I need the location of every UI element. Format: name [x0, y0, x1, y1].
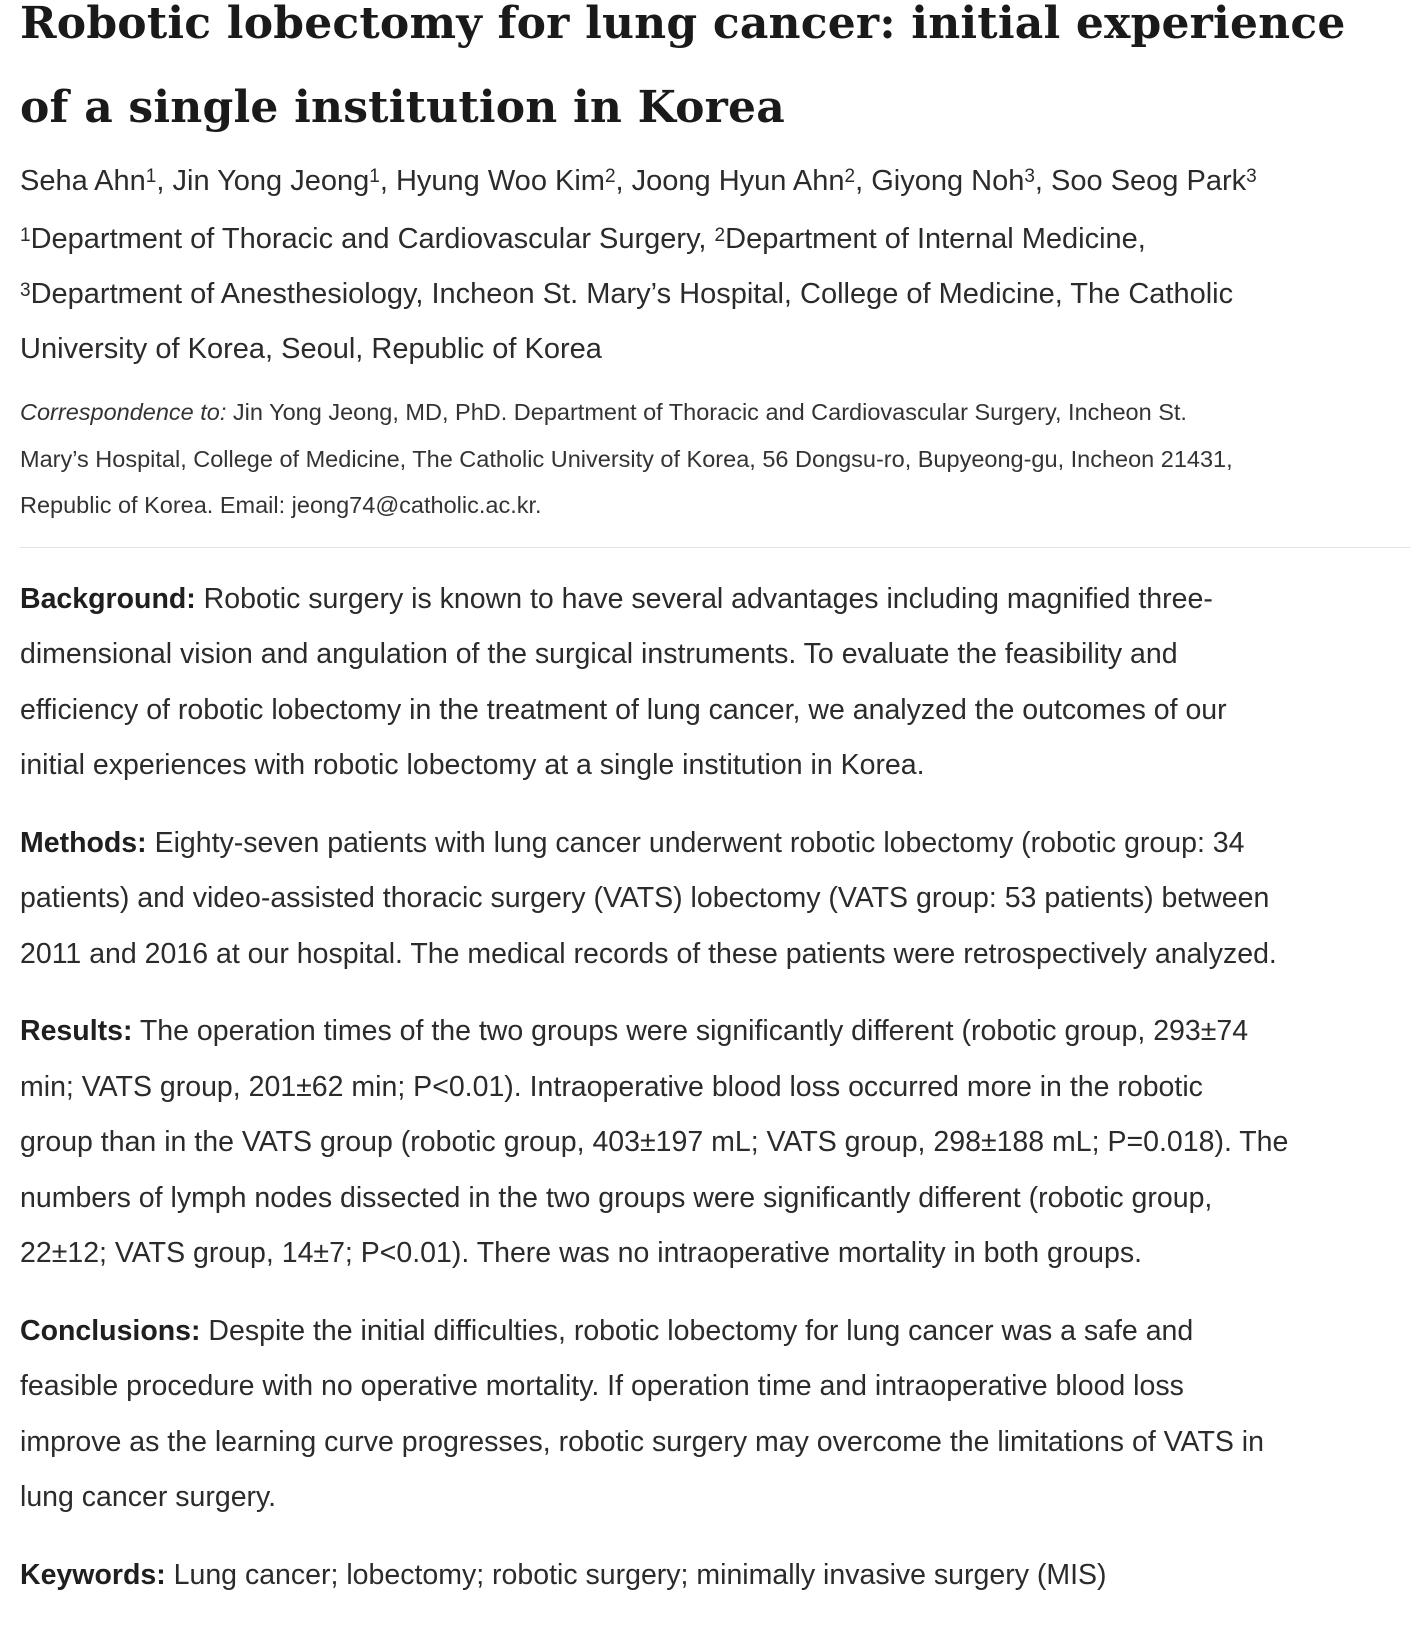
title-line-2: of a single institution in Korea	[20, 82, 785, 133]
article-title	[20, 0, 1410, 154]
abstract-line: 22±12; VATS group, 14±7; P<0.01). There was no intraoperative mortality in both groups.	[20, 1237, 1143, 1269]
author-name: Jin Yong Jeong	[172, 165, 370, 197]
author-name: Soo Seog Park	[1051, 165, 1247, 197]
correspondence-line-3: Republic of Korea. Email: jeong74@catholic.ac.kr.	[20, 492, 542, 518]
abstract-conclusions	[20, 1304, 1410, 1526]
author-affiliation-marker: 3	[1246, 166, 1257, 187]
affiliations	[20, 212, 1410, 377]
author-name: Hyung Woo Kim	[395, 165, 605, 197]
abstract-text: The operation times of the two groups were significantly different (robotic group, 293±74	[132, 1015, 1249, 1047]
abstract-line: improve as the learning curve progresses, robotic surgery may overcome the limitations of VATS in	[20, 1425, 1264, 1458]
author-affiliation-marker: 1	[369, 166, 380, 187]
abstract-line: dimensional vision and angulation of the surgical instruments. To evaluate the feasibility and	[20, 638, 1178, 670]
affiliation-marker: 1	[20, 225, 31, 246]
abstract-background	[20, 572, 1410, 794]
keywords-line	[20, 1548, 1410, 1604]
affiliation-marker: 3	[20, 280, 31, 301]
section-label-methods: Methods:	[20, 826, 147, 859]
title-line-1: Robotic lobectomy for lung cancer: initial experience	[20, 0, 1346, 49]
author-separator: ,	[855, 165, 872, 197]
section-label-conclusions: Conclusions:	[20, 1314, 201, 1347]
affiliation-text: Department of Internal Medicine,	[725, 223, 1146, 255]
abstract-line	[20, 572, 1410, 628]
author-name: Giyong Noh	[871, 165, 1025, 197]
affiliation-line-1	[20, 212, 1410, 267]
author-name: Seha Ahn	[20, 165, 146, 197]
article-page	[20, 0, 1410, 1603]
author-separator: ,	[615, 165, 632, 197]
author-separator: ,	[156, 165, 173, 197]
affiliation-line-3: University of Korea, Seoul, Republic of Korea	[20, 333, 602, 365]
keywords	[20, 1548, 1410, 1604]
abstract-line: feasible procedure with no operative mortality. If operation time and intraoperative blood loss	[20, 1370, 1184, 1402]
author-separator: ,	[379, 165, 396, 197]
abstract-line: patients) and video-assisted thoracic surgery (VATS) lobectomy (VATS group: 53 patients) between	[20, 882, 1270, 914]
affiliation-text: Department of Thoracic and Cardiovascular Surgery,	[30, 223, 715, 255]
correspondence-text: Jin Yong Jeong, MD, PhD. Department of Thoracic and Cardiovascular Surgery, Incheon St.	[226, 399, 1187, 425]
section-label-results: Results:	[20, 1015, 133, 1047]
abstract-line: initial experiences with robotic lobectomy at a single institution in Korea.	[20, 749, 925, 781]
correspondence-label: Correspondence to:	[20, 399, 227, 425]
abstract-methods	[20, 816, 1410, 983]
section-divider	[20, 547, 1410, 548]
affiliation-text: Department of Anesthesiology, Incheon St. Mary’s Hospital, College of Medicine, The Catholic	[30, 278, 1234, 310]
author-list	[20, 162, 1410, 200]
abstract-line: lung cancer surgery.	[20, 1481, 277, 1513]
abstract-text: Despite the initial difficulties, robotic lobectomy for lung cancer was a safe and	[200, 1314, 1194, 1347]
correspondence	[20, 389, 1410, 529]
author-name: Joong Hyun Ahn	[631, 165, 845, 197]
abstract-line: 2011 and 2016 at our hospital. The medical records of these patients were retrospectively analyzed.	[20, 937, 1277, 970]
author-affiliation-marker: 2	[604, 166, 616, 187]
section-label-background: Background:	[20, 582, 196, 615]
abstract-line: numbers of lymph nodes dissected in the two groups were significantly different (robotic group,	[20, 1181, 1213, 1214]
author-separator: ,	[1034, 165, 1052, 197]
author-affiliation-marker: 2	[844, 166, 856, 187]
abstract-line: efficiency of robotic lobectomy in the treatment of lung cancer, we analyzed the outcomes of our	[20, 693, 1227, 726]
abstract-text: Eighty-seven patients with lung cancer underwent robotic lobectomy (robotic group: 34	[146, 826, 1245, 859]
affiliation-line-2	[20, 267, 1410, 322]
abstract-line	[20, 816, 1410, 872]
abstract-results	[20, 1004, 1410, 1282]
abstract-text: Robotic surgery is known to have several advantages including magnified three-	[195, 582, 1213, 615]
correspondence-line-1	[20, 389, 1410, 436]
abstract-line	[20, 1304, 1410, 1360]
author-affiliation-marker: 3	[1024, 166, 1035, 187]
abstract-line: group than in the VATS group (robotic group, 403±197 mL; VATS group, 298±188 mL; P=0.018). The	[20, 1126, 1289, 1158]
affiliation-marker: 2	[714, 225, 726, 246]
abstract-line: min; VATS group, 201±62 min; P<0.01). Intraoperative blood loss occurred more in the robotic	[20, 1070, 1203, 1103]
keywords-text: Lung cancer; lobectomy; robotic surgery; minimally invasive surgery (MIS)	[165, 1558, 1107, 1591]
correspondence-line-2: Mary’s Hospital, College of Medicine, The Catholic University of Korea, 56 Dongsu-ro, Bupyeong-gu, Incheon 21431,	[20, 445, 1233, 472]
section-label-keywords: Keywords:	[20, 1558, 166, 1591]
author-affiliation-marker: 1	[145, 166, 157, 187]
abstract-line	[20, 1004, 1410, 1060]
